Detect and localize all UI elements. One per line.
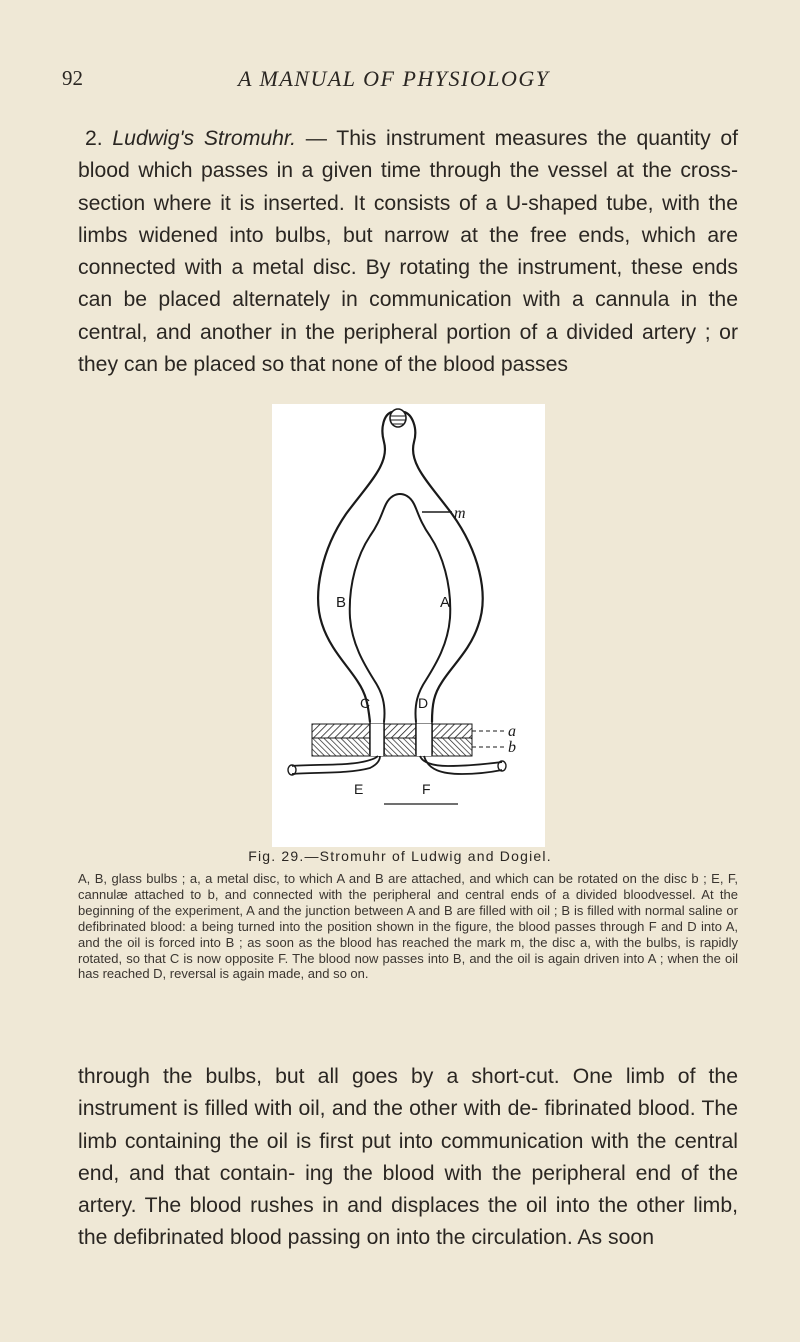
- disc-b: [312, 738, 472, 756]
- label-b-bulb: B: [336, 594, 347, 611]
- cannula-f: [420, 756, 502, 766]
- label-c: C: [360, 695, 371, 711]
- label-m: m: [454, 505, 466, 522]
- label-disc-b: b: [508, 739, 516, 756]
- figure-caption-title: Fig. 29.—Stromuhr of Ludwig and Dogiel.: [248, 848, 552, 864]
- label-disc-a: a: [508, 723, 516, 740]
- running-head: A MANUAL OF PHYSIOLOGY: [238, 66, 550, 91]
- page-header: [62, 66, 722, 96]
- label-d: D: [418, 695, 429, 711]
- paragraph-ludwig-stromuhr: [78, 123, 738, 381]
- paragraph-number: 2.: [85, 127, 103, 150]
- label-f: F: [422, 781, 431, 797]
- paragraph-title: Ludwig's Stromuhr.: [112, 127, 297, 150]
- paragraph-text: — This instrument measures the quantity of blood which passes in a given time through the vessel at the cross-section where it is inserted. It consists of a U-shaped tube, with the limbs widened into bulbs, but narrow at the free ends, which are connected with a metal disc. By rotating the instrument, these ends can be placed alternately in communication with a cannula in the central, and another in the peripheral portion of a divided artery ; or they can be placed so that none of the blood passes: [78, 127, 739, 377]
- figure-caption-text: A, B, glass bulbs ; a, a metal disc, to which A and B are attached, and which can be rotated on the disc b ; E, F, cannulæ attached to b, and connected with the peripheral and central ends of a divided bloodvessel. At the beginning of the experiment, A and the junction between A and B are filled with oil ; B is filled with normal saline or defibrinated blood: a being turned into the position shown in the figure, the blood passes through F and D into A, and the oil is forced into B ; as soon as the blood has reached the mark m, the disc a, with the bulbs, is rapidly rotated, so that C is now opposite F. The blood now passes into B, and the oil is again driven into A ; when the oil has reached D, reversal is again made, and so on.: [78, 871, 738, 982]
- cannula-e: [292, 756, 378, 766]
- u-tube-inner: [350, 494, 451, 722]
- page-number: 92: [62, 66, 83, 90]
- disc-a: [312, 724, 472, 738]
- label-e: E: [354, 781, 364, 797]
- paragraph-continuation: through the bulbs, but all goes by a short-cut. One limb of the instrument is filled with oil, and the other with de- fibrinated blood. The limb containing the oil is first put into communication with the central end, and that contain- ing the blood with the peripheral end of the artery. The blood rushes in and displaces the oil into the other limb, the defibrinated blood passing on into the circulation. As soon: [78, 1065, 738, 1250]
- stromuhr-figure: [272, 404, 545, 847]
- stromuhr-diagram: [272, 404, 545, 847]
- label-a-bulb: A: [440, 594, 451, 611]
